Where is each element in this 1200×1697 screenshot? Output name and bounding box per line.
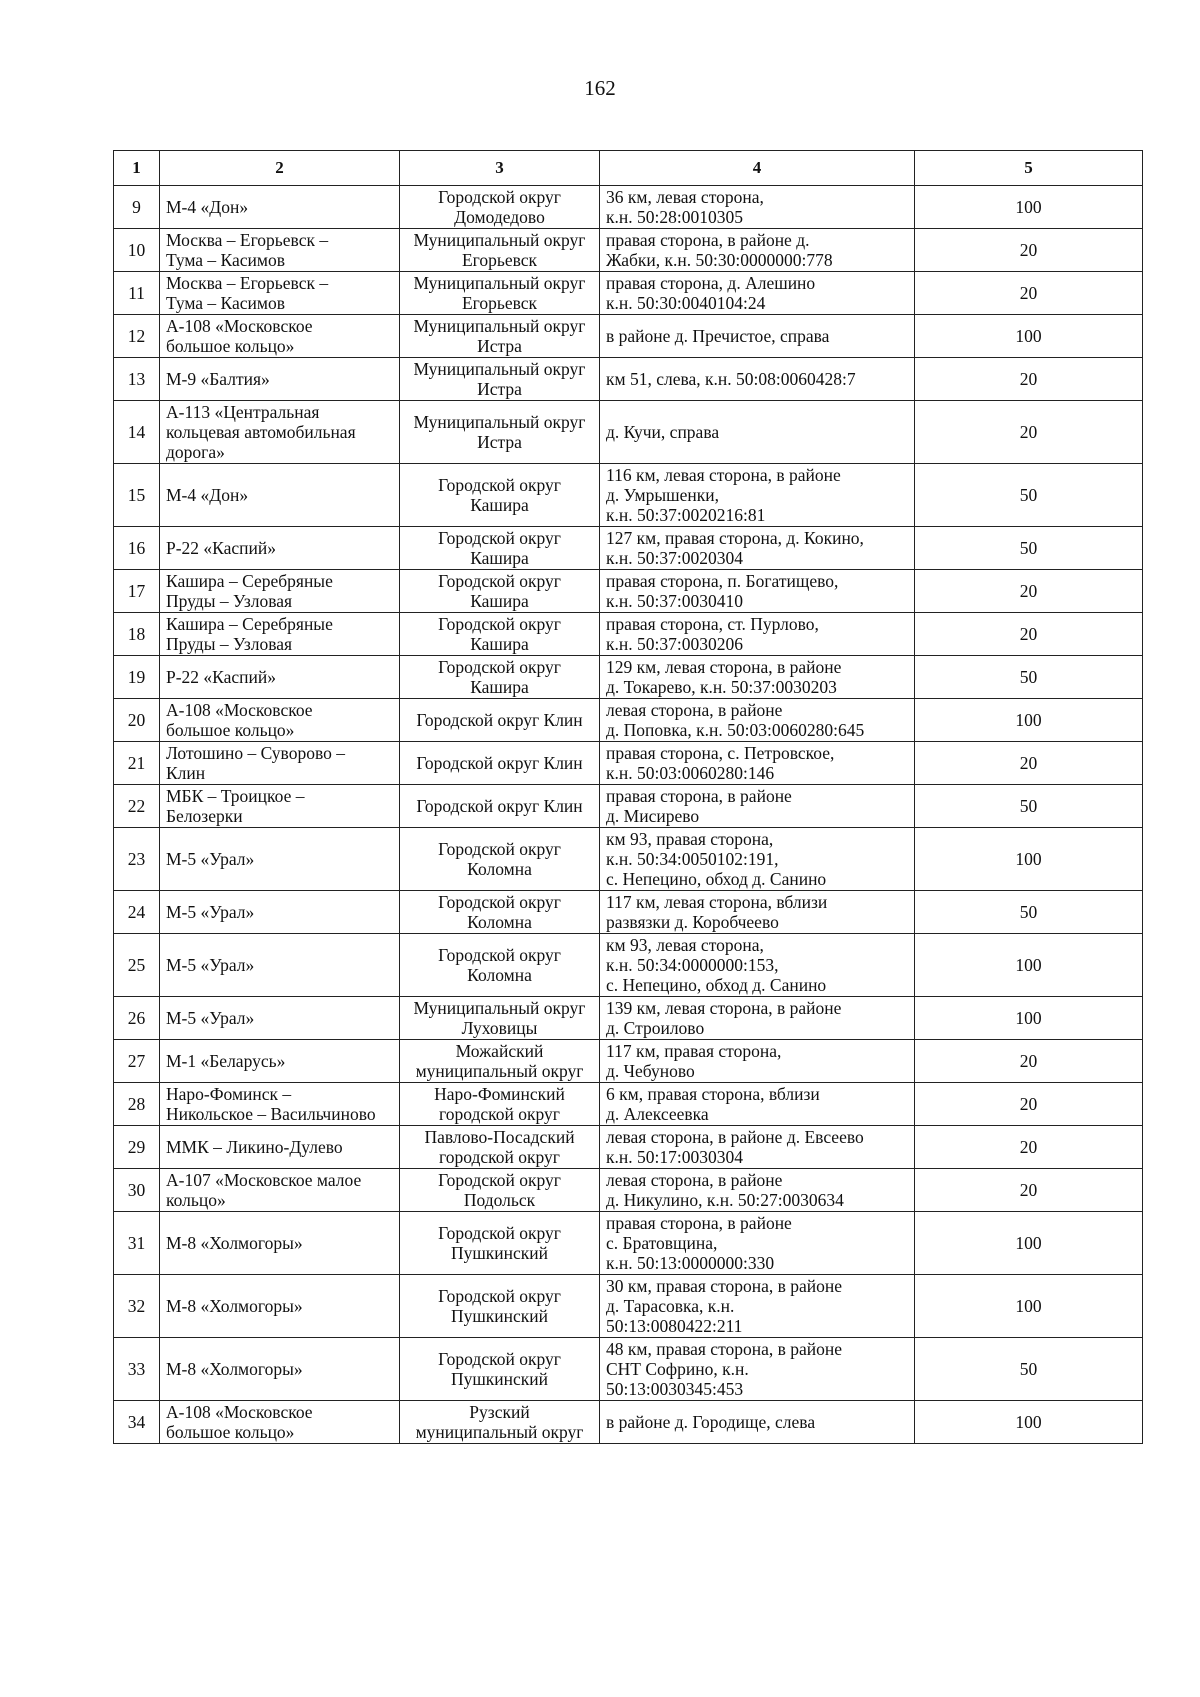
road-name-cell: М-5 «Урал»: [160, 997, 400, 1040]
road-name-cell: ММК – Ликино-Дулево: [160, 1126, 400, 1169]
district-cell: Павлово-Посадский городской округ: [400, 1126, 600, 1169]
value-cell: 20: [915, 1126, 1143, 1169]
location-cell: 117 км, правая сторона, д. Чебуново: [600, 1040, 915, 1083]
row-number-cell: 21: [114, 742, 160, 785]
district-cell: Наро-Фоминский городской округ: [400, 1083, 600, 1126]
row-number-cell: 26: [114, 997, 160, 1040]
value-cell: 100: [915, 1212, 1143, 1275]
table-row: [114, 1083, 1143, 1126]
district-cell: Городской округ Коломна: [400, 828, 600, 891]
row-number-cell: 32: [114, 1275, 160, 1338]
header-col-2: 2: [160, 151, 400, 186]
table-row: [114, 656, 1143, 699]
road-name-cell: М-8 «Холмогоры»: [160, 1212, 400, 1275]
district-cell: Городской округ Пушкинский: [400, 1212, 600, 1275]
district-cell: Городской округ Домодедово: [400, 186, 600, 229]
location-cell: 116 км, левая сторона, в районе д. Умрышенки, к.н. 50:37:0020216:81: [600, 464, 915, 527]
table-row: [114, 997, 1143, 1040]
value-cell: 20: [915, 272, 1143, 315]
road-name-cell: А-108 «Московское большое кольцо»: [160, 699, 400, 742]
row-number-cell: 25: [114, 934, 160, 997]
table-row: [114, 934, 1143, 997]
row-number-cell: 31: [114, 1212, 160, 1275]
road-name-cell: А-108 «Московское большое кольцо»: [160, 1401, 400, 1444]
location-cell: д. Кучи, справа: [600, 401, 915, 464]
location-cell: 129 км, левая сторона, в районе д. Токарево, к.н. 50:37:0030203: [600, 656, 915, 699]
location-cell: правая сторона, ст. Пурлово, к.н. 50:37:0030206: [600, 613, 915, 656]
location-cell: 30 км, правая сторона, в районе д. Тарасовка, к.н. 50:13:0080422:211: [600, 1275, 915, 1338]
table-header: [114, 151, 1143, 186]
table-row: [114, 742, 1143, 785]
table-row: [114, 315, 1143, 358]
district-cell: Муниципальный округ Луховицы: [400, 997, 600, 1040]
district-cell: Городской округ Клин: [400, 742, 600, 785]
row-number-cell: 12: [114, 315, 160, 358]
table-row: [114, 699, 1143, 742]
road-name-cell: Р-22 «Каспий»: [160, 656, 400, 699]
row-number-cell: 14: [114, 401, 160, 464]
road-name-cell: Москва – Егорьевск – Тума – Касимов: [160, 272, 400, 315]
district-cell: Городской округ Кашира: [400, 613, 600, 656]
table-row: [114, 401, 1143, 464]
row-number-cell: 13: [114, 358, 160, 401]
road-name-cell: А-108 «Московское большое кольцо»: [160, 315, 400, 358]
row-number-cell: 17: [114, 570, 160, 613]
value-cell: 100: [915, 997, 1143, 1040]
district-cell: Городской округ Кашира: [400, 656, 600, 699]
road-name-cell: М-8 «Холмогоры»: [160, 1338, 400, 1401]
district-cell: Городской округ Кашира: [400, 464, 600, 527]
value-cell: 20: [915, 358, 1143, 401]
row-number-cell: 20: [114, 699, 160, 742]
location-cell: левая сторона, в районе д. Евсеево к.н. 50:17:0030304: [600, 1126, 915, 1169]
road-name-cell: М-1 «Беларусь»: [160, 1040, 400, 1083]
row-number-cell: 23: [114, 828, 160, 891]
district-cell: Муниципальный округ Истра: [400, 401, 600, 464]
row-number-cell: 10: [114, 229, 160, 272]
road-name-cell: М-4 «Дон»: [160, 464, 400, 527]
table-header-row: [114, 151, 1143, 186]
district-cell: Муниципальный округ Истра: [400, 358, 600, 401]
value-cell: 20: [915, 229, 1143, 272]
value-cell: 50: [915, 785, 1143, 828]
value-cell: 50: [915, 1338, 1143, 1401]
location-cell: в районе д. Пречистое, справа: [600, 315, 915, 358]
table-row: [114, 570, 1143, 613]
location-cell: 127 км, правая сторона, д. Кокино, к.н. 50:37:0020304: [600, 527, 915, 570]
location-cell: 48 км, правая сторона, в районе СНТ Софрино, к.н. 50:13:0030345:453: [600, 1338, 915, 1401]
table-row: [114, 229, 1143, 272]
row-number-cell: 34: [114, 1401, 160, 1444]
district-cell: Городской округ Подольск: [400, 1169, 600, 1212]
road-name-cell: Наро-Фоминск – Никольское – Васильчиново: [160, 1083, 400, 1126]
district-cell: Муниципальный округ Егорьевск: [400, 272, 600, 315]
value-cell: 100: [915, 186, 1143, 229]
row-number-cell: 24: [114, 891, 160, 934]
location-cell: правая сторона, с. Петровское, к.н. 50:03:0060280:146: [600, 742, 915, 785]
value-cell: 50: [915, 891, 1143, 934]
road-name-cell: А-107 «Московское малое кольцо»: [160, 1169, 400, 1212]
value-cell: 100: [915, 699, 1143, 742]
row-number-cell: 27: [114, 1040, 160, 1083]
value-cell: 20: [915, 1040, 1143, 1083]
location-cell: 139 км, левая сторона, в районе д. Строилово: [600, 997, 915, 1040]
value-cell: 20: [915, 1169, 1143, 1212]
page-number: 162: [584, 76, 616, 100]
district-cell: Можайский муниципальный округ: [400, 1040, 600, 1083]
table-row: [114, 1169, 1143, 1212]
value-cell: 20: [915, 742, 1143, 785]
district-cell: Городской округ Клин: [400, 699, 600, 742]
table-row: [114, 1338, 1143, 1401]
district-cell: Рузский муниципальный округ: [400, 1401, 600, 1444]
road-name-cell: Р-22 «Каспий»: [160, 527, 400, 570]
table-row: [114, 1040, 1143, 1083]
row-number-cell: 29: [114, 1126, 160, 1169]
value-cell: 50: [915, 464, 1143, 527]
table-row: [114, 613, 1143, 656]
location-cell: 117 км, левая сторона, вблизи развязки д. Коробчеево: [600, 891, 915, 934]
table-body: [114, 186, 1143, 1444]
row-number-cell: 28: [114, 1083, 160, 1126]
row-number-cell: 33: [114, 1338, 160, 1401]
road-name-cell: Лотошино – Суворово – Клин: [160, 742, 400, 785]
row-number-cell: 16: [114, 527, 160, 570]
district-cell: Городской округ Клин: [400, 785, 600, 828]
location-cell: 6 км, правая сторона, вблизи д. Алексеевка: [600, 1083, 915, 1126]
row-number-cell: 11: [114, 272, 160, 315]
district-cell: Городской округ Пушкинский: [400, 1275, 600, 1338]
location-cell: правая сторона, в районе д. Жабки, к.н. 50:30:0000000:778: [600, 229, 915, 272]
value-cell: 20: [915, 613, 1143, 656]
table-row: [114, 1401, 1143, 1444]
location-cell: км 93, левая сторона, к.н. 50:34:0000000:153, с. Непецино, обход д. Санино: [600, 934, 915, 997]
value-cell: 100: [915, 934, 1143, 997]
value-cell: 50: [915, 656, 1143, 699]
header-col-5: 5: [915, 151, 1143, 186]
value-cell: 50: [915, 527, 1143, 570]
road-name-cell: А-113 «Центральная кольцевая автомобильная дорога»: [160, 401, 400, 464]
table-row: [114, 1212, 1143, 1275]
road-name-cell: М-5 «Урал»: [160, 828, 400, 891]
table-row: [114, 527, 1143, 570]
road-name-cell: Кашира – Серебряные Пруды – Узловая: [160, 613, 400, 656]
row-number-cell: 9: [114, 186, 160, 229]
road-name-cell: М-4 «Дон»: [160, 186, 400, 229]
road-name-cell: Кашира – Серебряные Пруды – Узловая: [160, 570, 400, 613]
road-name-cell: МБК – Троицкое – Белозерки: [160, 785, 400, 828]
header-col-4: 4: [600, 151, 915, 186]
table-row: [114, 828, 1143, 891]
row-number-cell: 18: [114, 613, 160, 656]
district-cell: Городской округ Пушкинский: [400, 1338, 600, 1401]
billboard-locations-table: [113, 150, 1143, 1444]
value-cell: 20: [915, 1083, 1143, 1126]
road-name-cell: М-5 «Урал»: [160, 934, 400, 997]
location-cell: 36 км, левая сторона, к.н. 50:28:0010305: [600, 186, 915, 229]
district-cell: Городской округ Коломна: [400, 934, 600, 997]
table-row: [114, 272, 1143, 315]
district-cell: Городской округ Кашира: [400, 527, 600, 570]
road-name-cell: Москва – Егорьевск – Тума – Касимов: [160, 229, 400, 272]
table-row: [114, 785, 1143, 828]
road-name-cell: М-9 «Балтия»: [160, 358, 400, 401]
location-cell: правая сторона, п. Богатищево, к.н. 50:37:0030410: [600, 570, 915, 613]
value-cell: 20: [915, 570, 1143, 613]
table-row: [114, 1275, 1143, 1338]
location-cell: правая сторона, в районе д. Мисирево: [600, 785, 915, 828]
table-row: [114, 358, 1143, 401]
value-cell: 100: [915, 1275, 1143, 1338]
table-row: [114, 1126, 1143, 1169]
row-number-cell: 19: [114, 656, 160, 699]
row-number-cell: 22: [114, 785, 160, 828]
location-cell: км 93, правая сторона, к.н. 50:34:0050102:191, с. Непецино, обход д. Санино: [600, 828, 915, 891]
district-cell: Городской округ Коломна: [400, 891, 600, 934]
district-cell: Муниципальный округ Истра: [400, 315, 600, 358]
table-row: [114, 891, 1143, 934]
row-number-cell: 30: [114, 1169, 160, 1212]
value-cell: 100: [915, 315, 1143, 358]
district-cell: Городской округ Кашира: [400, 570, 600, 613]
road-name-cell: М-5 «Урал»: [160, 891, 400, 934]
location-cell: левая сторона, в районе д. Никулино, к.н. 50:27:0030634: [600, 1169, 915, 1212]
location-cell: правая сторона, в районе с. Братовщина, к.н. 50:13:0000000:330: [600, 1212, 915, 1275]
row-number-cell: 15: [114, 464, 160, 527]
value-cell: 20: [915, 401, 1143, 464]
table-row: [114, 186, 1143, 229]
road-name-cell: М-8 «Холмогоры»: [160, 1275, 400, 1338]
location-cell: км 51, слева, к.н. 50:08:0060428:7: [600, 358, 915, 401]
table-row: [114, 464, 1143, 527]
value-cell: 100: [915, 828, 1143, 891]
location-cell: левая сторона, в районе д. Поповка, к.н. 50:03:0060280:645: [600, 699, 915, 742]
location-cell: правая сторона, д. Алешино к.н. 50:30:0040104:24: [600, 272, 915, 315]
value-cell: 100: [915, 1401, 1143, 1444]
location-cell: в районе д. Городище, слева: [600, 1401, 915, 1444]
header-col-1: 1: [114, 151, 160, 186]
header-col-3: 3: [400, 151, 600, 186]
district-cell: Муниципальный округ Егорьевск: [400, 229, 600, 272]
